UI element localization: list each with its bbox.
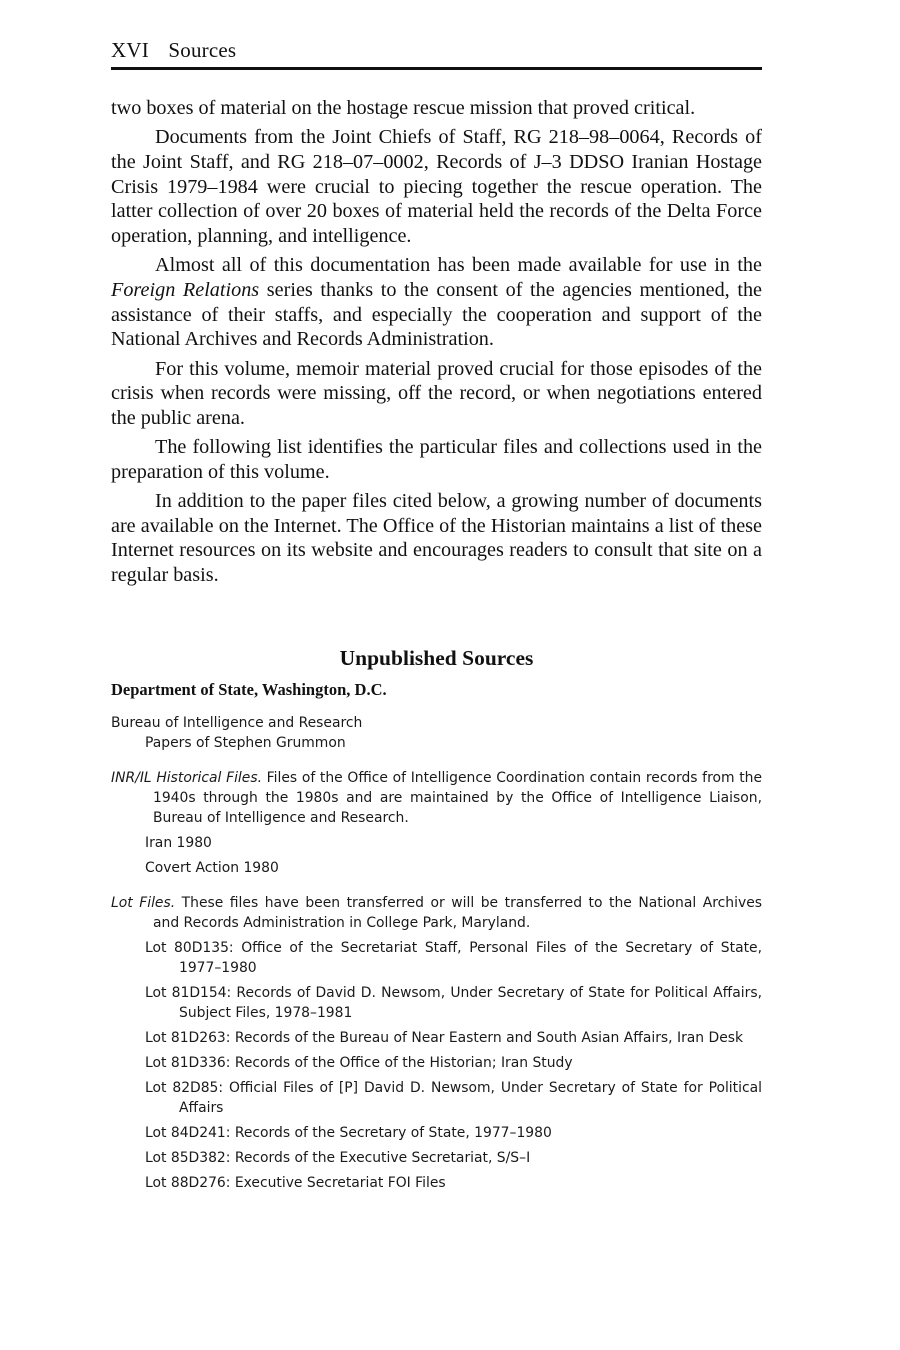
list-item: Papers of Stephen Grummon: [145, 735, 346, 751]
group-text: These files have been transferred or will be transferred to the National Archives and Records Administration in College Park, Maryland.: [153, 895, 762, 931]
paragraph: [111, 253, 762, 352]
group-label: INR/IL Historical Files.: [111, 770, 262, 786]
list-item: Lot 88D276: Executive Secretariat FOI Files: [145, 1175, 446, 1191]
group-description: [111, 893, 762, 933]
paragraph: In addition to the paper files cited below, a growing number of documents are available on the Internet. The Office of the Historian maintains a list of these Internet resources on its website and encourages readers to consult that site on a regular basis.: [111, 490, 762, 587]
sub-heading: Department of State, Washington, D.C.: [111, 680, 387, 699]
series-title: Foreign Relations: [111, 278, 260, 301]
list-item: Lot 85D382: Records of the Executive Secretariat, S/S–I: [145, 1150, 531, 1166]
paragraph: two boxes of material on the hostage rescue mission that proved critical.: [111, 97, 696, 119]
page-number: XVI: [111, 38, 149, 62]
lot-files-group: [111, 893, 762, 1193]
group-title: Bureau of Intelligence and Research: [111, 715, 363, 731]
paragraph-text: series thanks to the consent of the agencies mentioned, the assistance of their staffs, and especially the cooperation and support of the National Archives and Records Administration.: [111, 278, 762, 351]
paragraph-text: Almost all of this documentation has been made available for use in the: [155, 254, 762, 277]
running-head: [111, 38, 762, 63]
list-item: Lot 84D241: Records of the Secretary of State, 1977–1980: [145, 1125, 552, 1141]
running-head-title: Sources: [168, 38, 237, 62]
paragraph: Documents from the Joint Chiefs of Staff, RG 218–98–0064, Records of the Joint Staff, and RG 218–07–0002, Records of J–3 DDSO Iranian Hostage Crisis 1979–1984 were crucial to piecing together the rescue operation. The latter collection of over 20 boxes of material held the records of the Delta Force operation, planning, and intelligence.: [111, 126, 762, 248]
header-rule: [111, 67, 762, 70]
section-heading: Unpublished Sources: [339, 646, 534, 670]
list-item: Covert Action 1980: [145, 860, 279, 876]
source-listing: [111, 713, 762, 1208]
bureau-group: [111, 713, 762, 753]
paragraph: For this volume, memoir material proved crucial for those episodes of the crisis when records were missing, off the record, or when negotiations entered the public arena.: [111, 357, 762, 429]
list-item: Lot 81D263: Records of the Bureau of Near Eastern and South Asian Affairs, Iran Desk: [145, 1030, 744, 1046]
list-item: Lot 80D135: Office of the Secretariat Staff, Personal Files of the Secretary of State, 1977–1980: [145, 940, 762, 976]
body-text: [111, 96, 762, 592]
paragraph: The following list identifies the particular files and collections used in the preparation of this volume.: [111, 436, 762, 483]
list-item: Lot 82D85: Official Files of [P] David D. Newsom, Under Secretary of State for Political Affairs: [145, 1080, 762, 1116]
inr-group: [111, 768, 762, 878]
group-description: [111, 768, 762, 828]
list-item: Iran 1980: [145, 835, 212, 851]
group-text: Files of the Office of Intelligence Coordination contain records from the 1940s through the 1980s and are maintained by the Office of Intelligence Liaison, Bureau of Intelligence and Research.: [153, 770, 762, 826]
list-item: Lot 81D336: Records of the Office of the Historian; Iran Study: [145, 1055, 573, 1071]
list-item: Lot 81D154: Records of David D. Newsom, Under Secretary of State for Political Affairs, Subject Files, 1978–1981: [145, 985, 762, 1021]
group-label: Lot Files.: [111, 895, 176, 911]
